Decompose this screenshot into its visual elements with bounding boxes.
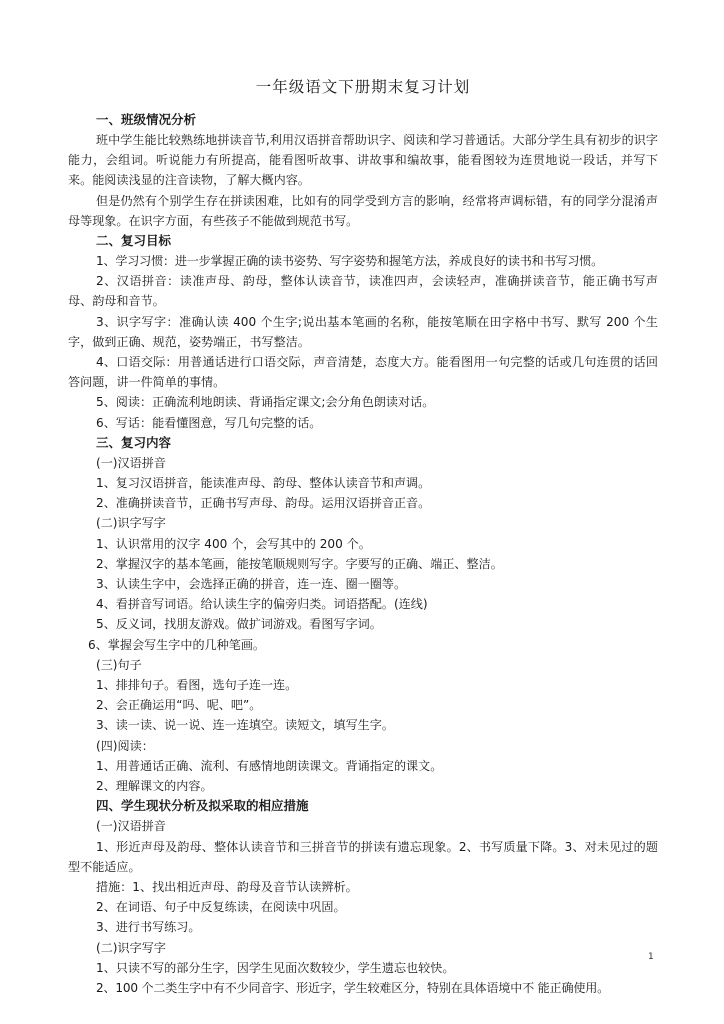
list-item: 3、识字写字：准确认读 400 个生字;说出基本笔画的名称，能按笔顺在田字格中书写、默写 200 个生字，做到正确、规范，姿势端正，书写整洁。 [68,314,658,349]
list-item: 1、复习汉语拼音，能读准声母、韵母、整体认读音节和声调。 [96,476,431,491]
list-item: 1、只读不写的部分生字，因学生见面次数较少，学生遗忘也较快。 [96,960,455,975]
list-item: 3、认读生字中，会选择正确的拼音，连一连、圈一圈等。 [96,577,407,592]
list-item: 5、反义词，找朋友游戏。做扩词游戏。看图写字词。 [96,617,382,632]
list-item: 3、读一读、说一说、连一连填空。读短文，填写生字。 [96,718,394,733]
paragraph: 但是仍然有个别学生存在拼读困难，比如有的同学受到方言的影响，经常将声调标错，有的同学分混淆声母等现象。在识字方面，有些孩子不能做到规范书写。 [68,193,658,228]
list-item: 2、在词语、句子中反复练读，在阅读中巩固。 [96,900,346,915]
list-item: 2、会正确运用“吗、呢、吧”。 [96,698,262,713]
section-heading-student-analysis: 四、学生现状分析及拟采取的相应措施 [96,798,309,814]
page-number: 1 [648,952,654,962]
list-item: 3、进行书写练习。 [96,920,201,935]
list-item: 2、理解课文的内容。 [96,779,213,794]
list-item: 4、看拼音写词语。给认读生字的偏旁归类。词语搭配。(连线) [96,597,428,612]
list-item: 2、汉语拼音：读准声母、韵母，整体认读音节，读准四声，会读轻声，准确拼读音节，能正确书写声母、韵母和音节。 [68,274,658,309]
subsection-label: (一)汉语拼音 [96,819,166,834]
list-item: 2、100 个二类生字中有不少同音字、形近字，学生较难区分，特别在具体语境中不 能正确使用。 [96,980,610,995]
list-item: 1、用普通话正确、流利、有感情地朗读课文。背诵指定的课文。 [96,758,443,773]
list-item: 1、排排句子。看图，选句子连一连。 [96,678,298,693]
subsection-label: (二)识字写字 [96,940,166,955]
list-item: 4、口语交际：用普通话进行口语交际，声音清楚，态度大方。能看图用一句完整的话或几句连贯的话回答问题，讲一件简单的事情。 [68,355,658,390]
subsection-label: (四)阅读： [96,738,154,753]
section-heading-class-analysis: 一、班级情况分析 [96,112,197,127]
document-page [68,74,658,998]
list-item: 6、掌握会写生字中的几种笔画。 [88,637,266,652]
paragraph: 班中学生能比较熟练地拼读音节,利用汉语拼音帮助识字、阅读和学习普通话。大部分学生具有初步的识字能力，会组词。听说能力有所提高，能看图听故事、讲故事和编故事，能看图较为连贯地说一段话，并写下来。能阅读浅显的注音读物，了解大概内容。 [68,133,658,188]
list-item: 5、阅读：正确流利地朗读、背诵指定课文;会分角色朗读对话。 [96,395,435,410]
paragraph: 1、形近声母及韵母、整体认读音节和三拼音节的拼读有遗忘现象。2、书写质量下降。3、对未见过的题型不能适应。 [68,839,658,874]
subsection-label: (一)汉语拼音 [96,455,166,470]
section-heading-review-goals: 二、复习目标 [96,233,172,249]
document-title: 一年级语文下册期末复习计划 [255,78,471,96]
list-item: 1、学习习惯：进一步掌握正确的读书姿势、写字姿势和握笔方法，养成良好的读书和书写习惯。 [96,254,604,269]
list-item: 1、认识常用的汉字 400 个，会写其中的 200 个。 [96,536,371,551]
list-item: 2、掌握汉字的基本笔画，能按笔顺规则写字。字要写的正确、端正、整洁。 [96,556,503,571]
measures-text: 措施：1、找出相近声母、韵母及音节认读辨析。 [96,879,358,894]
section-heading-review-content: 三、复习内容 [96,434,172,450]
subsection-label: (二)识字写字 [96,516,166,531]
list-item: 2、准确拼读音节，正确书写声母、韵母。运用汉语拼音正音。 [96,496,431,511]
subsection-label: (三)句子 [96,657,142,672]
list-item: 6、写话：能看懂图意，写几句完整的话。 [96,415,322,430]
